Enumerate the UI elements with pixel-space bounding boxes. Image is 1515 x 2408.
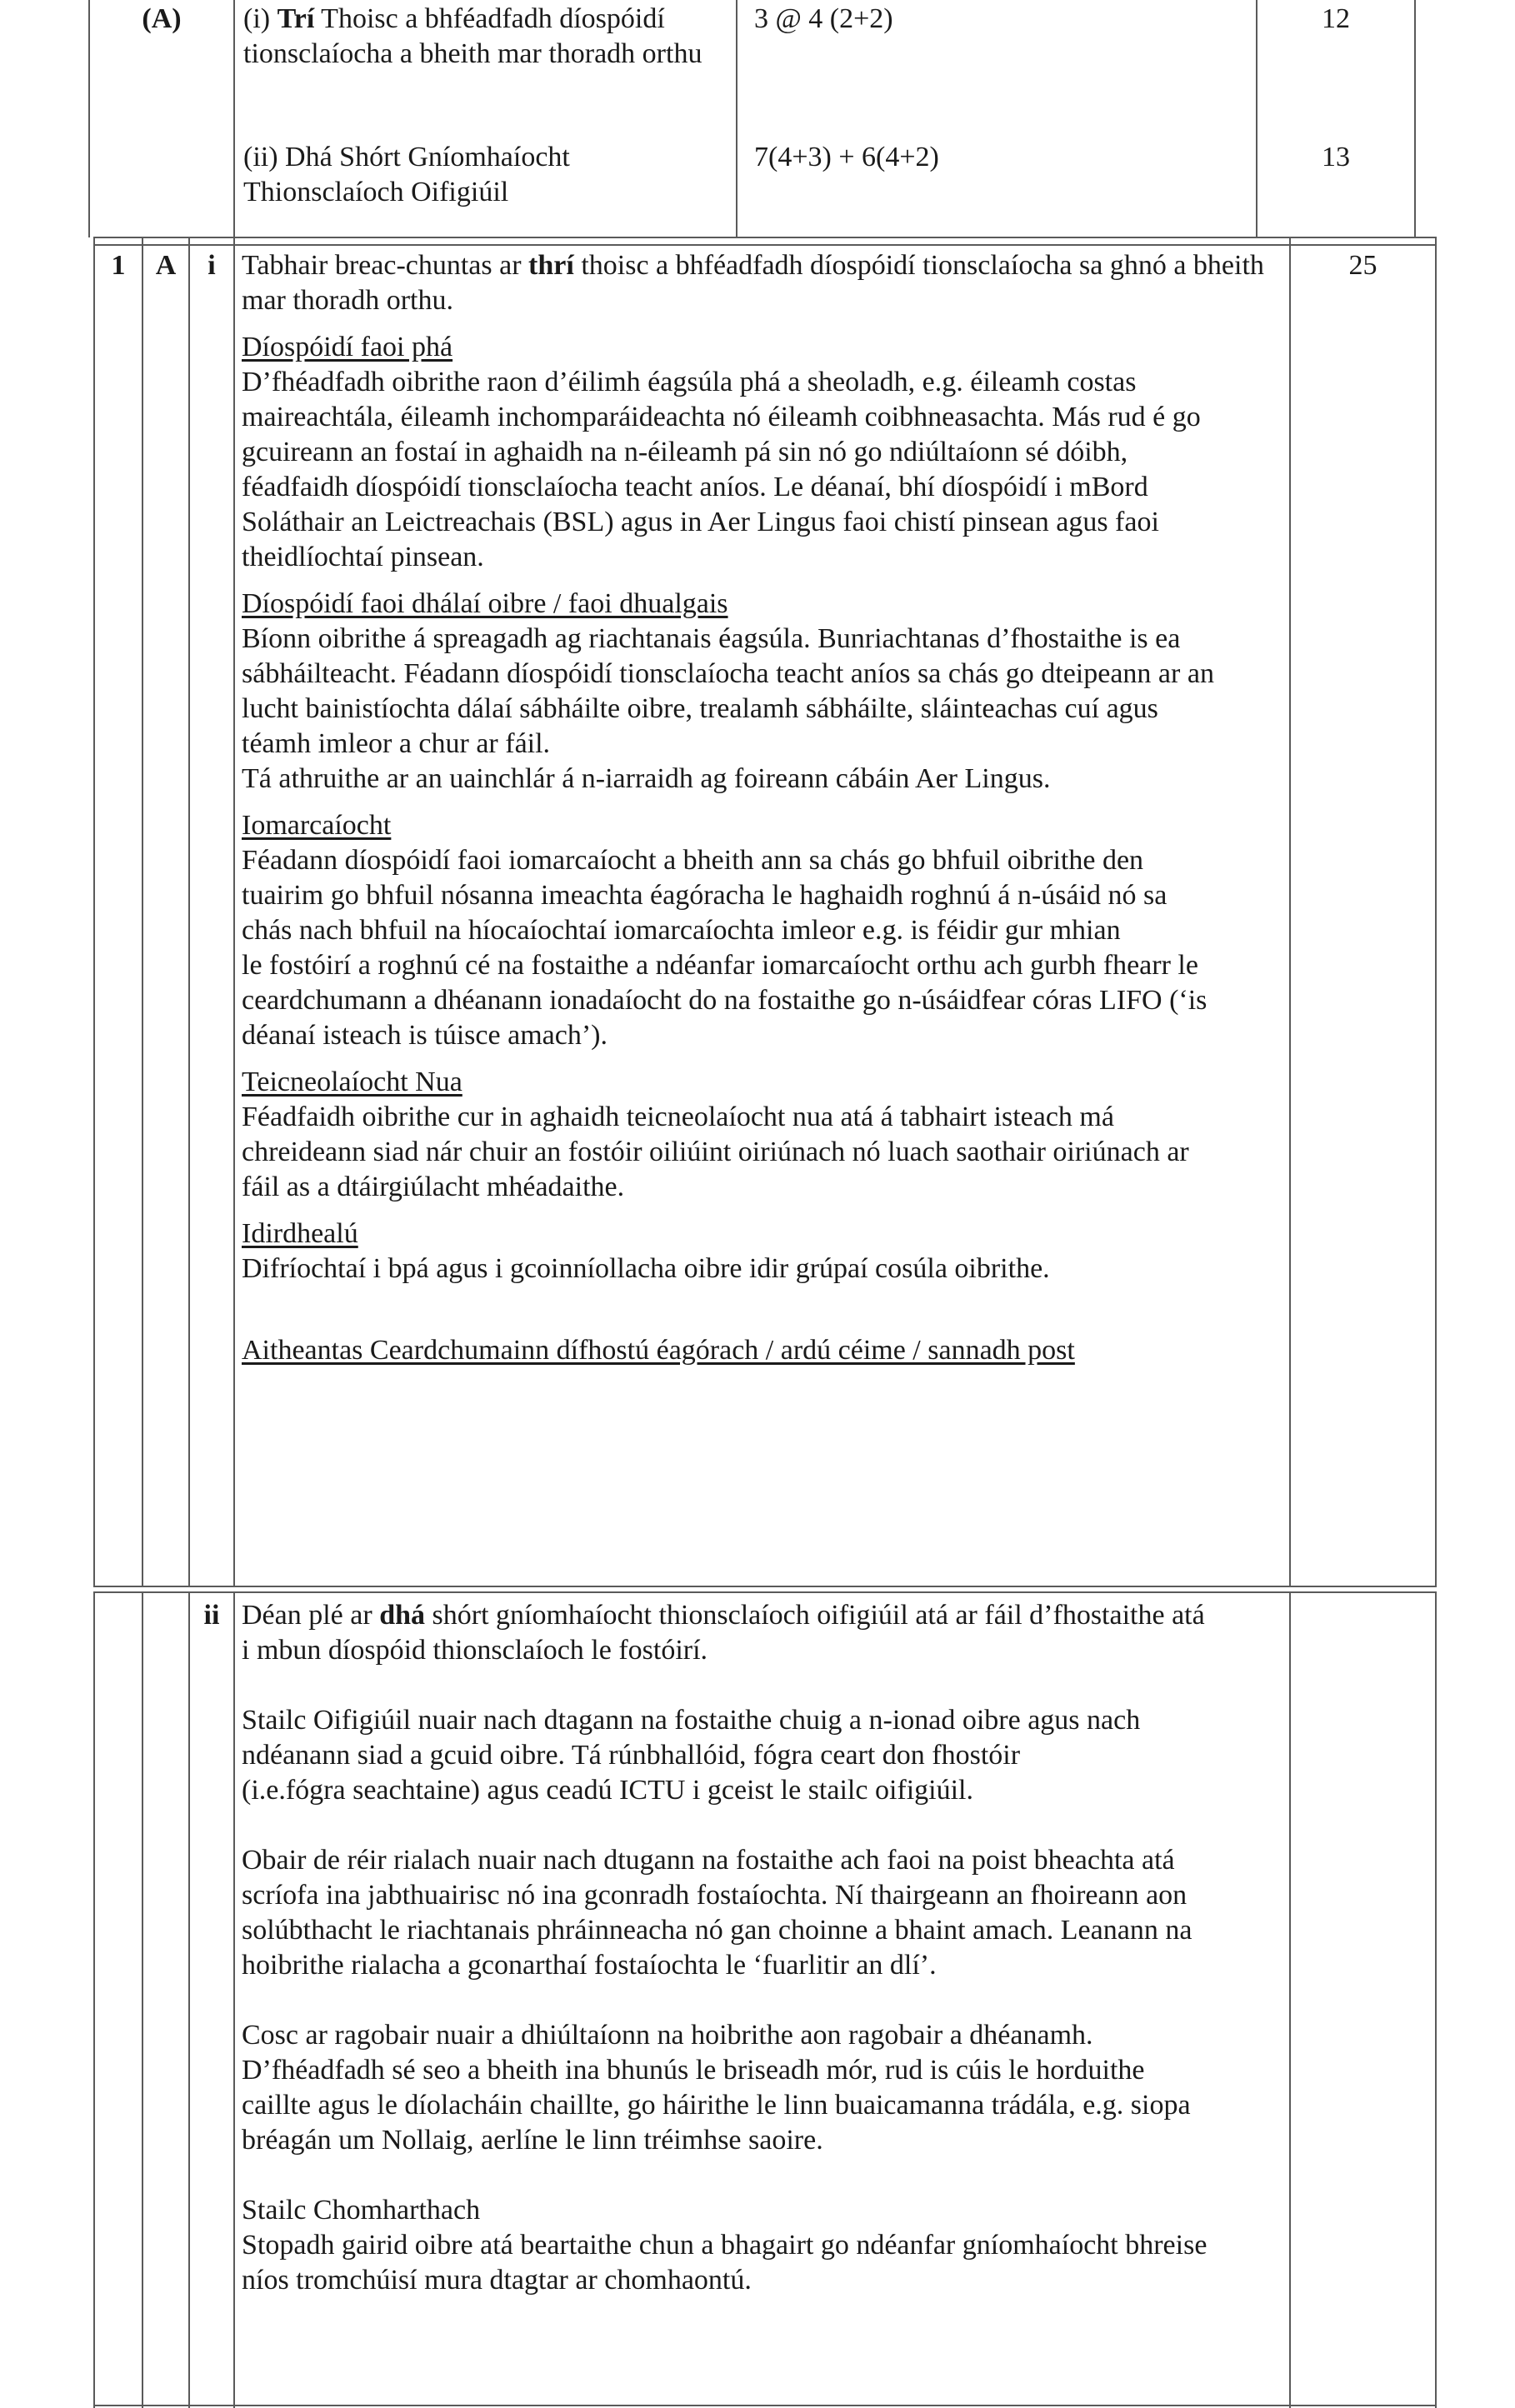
action-overtime-ban: Cosc ar ragobair nuair a dhiúltaíonn na hoibrithe aon ragobair a dhéanamh. D’fhéadfadh sé seo a bheith ina bhunús le briseadh mór, rud is cúis le horduithe caillte agus le díolacháin chaillte, go háirithe le linn buaicamanna trádála, e.g. siopa bréagán um Nollaig, aerlíne le linn tréimhse saoire. bbox=[242, 2020, 1191, 2156]
row1-marks: 12 bbox=[1322, 3, 1350, 34]
factor-new-technology: Teicneolaíocht Nua Féadfaidh oibrithe cur in aghaidh teicneolaíocht nua atá á tabhairt isteach má chreideann siad nár chuir an fostóir oiliúint oiriúnach nó luach saothair oiriúnach ar fáil as a dtáirgiúlacht mhéadaithe. bbox=[242, 1065, 1283, 1205]
factor-working-conditions: Díospóidí faoi dhálaí oibre / faoi dhualgais Bíonn oibrithe á spreagadh ag riachtanais éagsúla. Bunriachtanas d’fhostaithe is ea sábháilteacht. Féadann díospóidí tionsclaíocha teacht aníos sa chás go dteipeann ar an lucht bainistíochta dálaí sábháilte oibre, trealamh sábháilte, sláinteachas cuí agus téamh imleor a chur ar fáil. Tá athruithe ar an uainchlár á n-iarraidh ag foireann cábáin Aer Lingus. bbox=[242, 587, 1283, 797]
action-work-to-rule: Obair de réir rialach nuair nach dtugann na fostaithe ach faoi na poist bheachta atá scríofa ina jabthuairisc nó ina gconradh fostaíochta. Ní thairgeann an fhoireann aon solúbthacht le riachtanais phráinneacha nó gan choinne a bhaint amach. Leanann na hoibrithe rialacha a gconarthaí fostaíochta le ‘fuarlitir an dlí’. bbox=[242, 1845, 1192, 1981]
row2-question: (ii) Dhá Shórt Gníomhaíocht Thionsclaíoch Oifigiúil bbox=[243, 142, 570, 207]
factor-heading: Teicneolaíocht Nua bbox=[242, 1067, 462, 1097]
question-marks: 25 bbox=[1348, 250, 1378, 281]
action-token-strike: Stailc Chomharthach Stopadh gairid oibre atá beartaithe chun a bhagairt go ndéanfar gníomhaíocht bhreise níos tromchúisí mura dtagtar ar chomhaontú. bbox=[242, 2195, 1208, 2296]
factor-discrimination: Idirdhealú Difríochtaí i bpá agus i gcoinníollacha oibre idir grúpaí cosúla oibrithe. bbox=[242, 1216, 1283, 1286]
question-subpart-ii: ii bbox=[203, 1600, 220, 1631]
q1ii-answer-body bbox=[242, 1598, 1283, 2298]
row1-calculation: 3 @ 4 (2+2) bbox=[754, 3, 893, 34]
q1-intro: Tabhair breac-chuntas ar thrí thoisc a bhféadfadh díospóidí tionsclaíocha sa ghnó a bheith mar thoradh orthu. bbox=[242, 250, 1264, 316]
factor-union-recognition: Aitheantas Ceardchumainn dífhostú éagórach / ardú céime / sannadh post bbox=[242, 1335, 1075, 1366]
factor-heading: Díospóidí faoi phá bbox=[242, 332, 453, 362]
factor-redundancy: Iomarcaíocht Féadann díospóidí faoi iomarcaíocht a bheith ann sa chás go bhfuil oibrithe den tuairim go bhfuil nósanna imeachta éagóracha le haghaidh roghnú á n-úsáid nó sa chás nach bhfuil na híocaíochtaí iomarcaíochta imleor e.g. is féidir gur mhian le fostóirí a roghnú cé na fostaithe a ndéanfar iomarcaíocht orthu ach gurbh fhearr le ceardchumann a dhéanann ionadaíocht do na fostaithe go n-úsáidfear córas LIFO (‘is déanaí isteach is túisce amach’). bbox=[242, 808, 1283, 1053]
question-part: A bbox=[155, 250, 177, 281]
row1-question: (i) Trí Thoisc a bhféadfadh díospóidí tionsclaíocha a bheith mar thoradh orthu bbox=[243, 3, 702, 69]
question-subpart-i: i bbox=[208, 250, 216, 281]
factor-pay-disputes: Díospóidí faoi phá D’fhéadfadh oibrithe raon d’éilimh éagsúla phá a sheoladh, e.g. éileamh costas maireachtála, éileamh inchomparáideachta nó éileamh coibhneasachta. Más rud é go gcuireann an fostaí in aghaidh na n-éileamh pá sin nó go ndiúltaíonn sé dóibh, féadfaidh díospóidí tionsclaíocha teacht aníos. Le déanaí, bhí díospóidí i mBord Soláthair an Leictreachais (BSL) agus in Aer Lingus faoi chistí pinsean agus faoi theidlíochtaí pinsean. bbox=[242, 330, 1283, 575]
factor-heading: Idirdhealú bbox=[242, 1218, 358, 1249]
question-number: 1 bbox=[111, 250, 126, 281]
section-label: (A) bbox=[142, 3, 182, 34]
factor-heading: Iomarcaíocht bbox=[242, 810, 392, 841]
row2-marks: 13 bbox=[1322, 142, 1350, 172]
factor-heading: Díospóidí faoi dhálaí oibre / faoi dhualgais bbox=[242, 588, 728, 619]
action-official-strike: Stailc Oifigiúil nuair nach dtagann na fostaithe chuig a n-ionad oibre agus nach ndéanann siad a gcuid oibre. Tá rúnbhallóid, fógra ceart don fhostóir (i.e.fógra seachtaine) agus ceadú ICTU i gceist le stailc oifigiúil. bbox=[242, 1705, 1141, 1806]
q1ii-intro: Déan plé ar dhá shórt gníomhaíocht thionsclaíoch oifigiúil atá ar fáil d’fhostaithe atá i mbun díospóid thionsclaíoch le fostóirí. bbox=[242, 1600, 1205, 1666]
q1-answer-body bbox=[242, 248, 1283, 1368]
row2-calculation: 7(4+3) + 6(4+2) bbox=[754, 142, 939, 172]
